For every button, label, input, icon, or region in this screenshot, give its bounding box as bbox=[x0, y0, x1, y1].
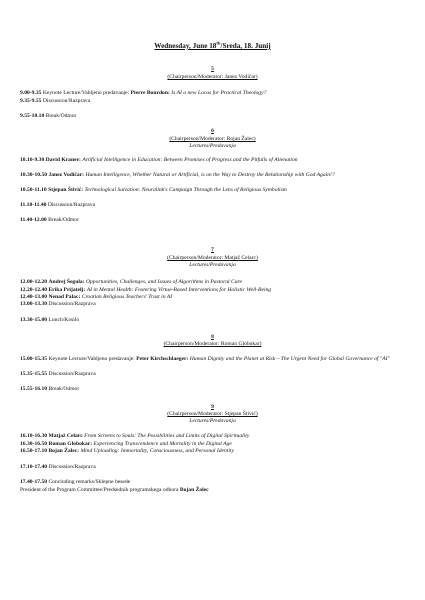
program-line: 11.10-11.40 Discussion/Razprava bbox=[20, 202, 96, 208]
session-number: 7 bbox=[211, 247, 214, 253]
program-line: 15.00-15.35 Keynote Lecture/Vabljeno predavanje: Peter Kirchschlaeger: Human Dignity and the Planet at Risk – The Urgent Need for Global Governance of "AI" bbox=[20, 356, 390, 362]
session-chair: (Chairperson/Moderator: Roman Globokar) bbox=[163, 341, 262, 347]
program-line: 17.10-17.40 Discussion/Razprava bbox=[20, 464, 96, 470]
session-chair: (Chairperson/Moderator: Matjaž Celarc) bbox=[167, 255, 258, 261]
page-title: Wednesday, June 18th/Sreda, 18. Junij bbox=[154, 40, 271, 50]
program-line: 10.50-11.10 Stjepan Štivić: Technological Salvation: Neuralink's Campaign Through the Lens of Religious Symbolism bbox=[20, 187, 287, 193]
session-subtitle: Lectures/Predavanja bbox=[189, 143, 236, 149]
program-line: 9.35-9.55 Discussion/Razprava bbox=[20, 98, 91, 104]
program-line: 15.35-15.55 Discussion/Razprava bbox=[20, 371, 96, 377]
session-subtitle: Lectures/Predavanja bbox=[189, 262, 236, 268]
program-line: 11.40-12.00 Break/Odmor bbox=[20, 217, 79, 223]
program-line: 13.30-15.00 Lunch/Kosilo bbox=[20, 317, 80, 323]
program-line: 17.40-17.50 Concluding remarks/Sklepne besede bbox=[20, 479, 131, 485]
session-subtitle: Lectures/Predavanja bbox=[189, 418, 236, 424]
program-line: 16.50-17.10 Bojan Žalec: Mind Uploading: Immortality, Consciousness, and Personal Identity bbox=[20, 448, 234, 454]
session-number: 9 bbox=[211, 404, 214, 410]
session-number: 8 bbox=[211, 334, 214, 340]
session-chair: (Chairperson/Moderator: Janez Vodičar) bbox=[167, 74, 258, 80]
program-line: 12.40-13.00 Nenad Palac: Croatian Religious Teachers' Trust in AI bbox=[20, 294, 173, 300]
program-line: 9.00-9.35 Keynote Lecture/Vabljeno predavanje: Pierre Bourdon: Is AI a new Locus for Practical Theology? bbox=[20, 90, 267, 96]
session-chair: (Chairperson/Moderator: Stjepan Štivić) bbox=[167, 411, 258, 417]
program-line: 16.30-16.50 Roman Globokar: Experiencing Transcendence and Mortality in the Digital Age bbox=[20, 441, 232, 447]
program-line: 9.55-10.10 Break/Odmor bbox=[20, 113, 77, 119]
session-chair: (Chairperson/Moderator: Bojan Žalec) bbox=[169, 136, 256, 142]
program-line: 10.10-9.30 David Kraner: Artificial Intelligence in Education: Between Promises of Progress and the Pitfalls of Alienation bbox=[20, 157, 298, 163]
program-line: 13.00-13.30 Discussion/Razprava bbox=[20, 301, 96, 307]
session-number: 6 bbox=[211, 128, 214, 134]
program-line: 12.00-12.20 Andrej Šegula: Opportunities, Challenges, and Issues of Algorithms in Pastoral Care bbox=[20, 279, 242, 285]
program-line: 12.20-12.40 Erika Prijatelj: AI in Mental Health: Fostering Virtue-Based Interventions for Holistic Well-Being bbox=[20, 287, 272, 293]
program-line: 16.10-16.30 Matjaž Celarc From Screens to Souls: The Possibilities and Limits of Digital Spirituality bbox=[20, 433, 250, 439]
program-line: 10.30-10.50 Janez Vodičar: Human Intelligence, Whether Natural or Artificial, is on the Way to Destroy the Relationship with God Again!? bbox=[20, 172, 335, 178]
closing-line: President of the Program Committee/Predsednik programskega odbora Bojan Žalec bbox=[20, 487, 209, 493]
session-number: 5 bbox=[211, 66, 214, 72]
program-line: 15.55-16.10 Break/Odmor bbox=[20, 386, 80, 392]
